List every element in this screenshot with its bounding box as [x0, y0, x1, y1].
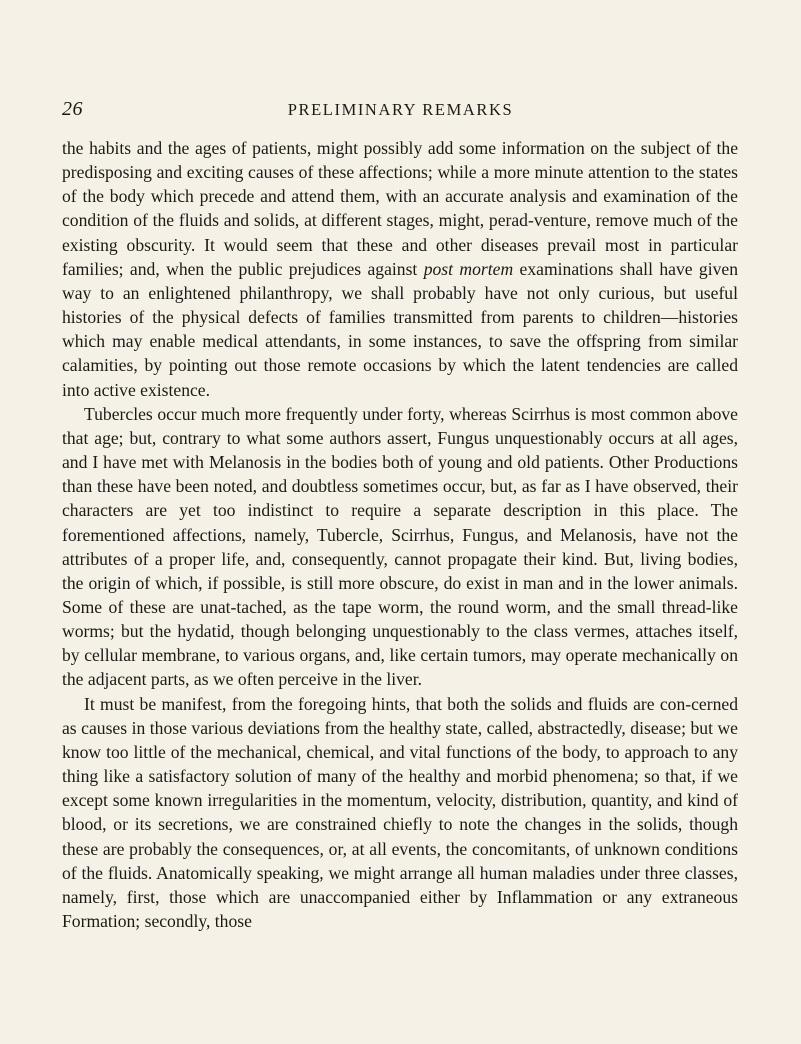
- paragraph-2: Tubercles occur much more frequently under forty, whereas Scirrhus is most common above that age; but, contrary to what some authors assert, Fungus unquestionably occurs at all ages, and I have met with Melanosis in the bodies both of young and old patients. Other Productions than these have been noted, and doubtless sometimes occur, but, as far as I have observed, their characters are yet too indistinct to require a separate description in this place. The forementioned affections, namely, Tubercle, Scirrhus, Fungus, and Melanosis, have not the attributes of a proper life, and, consequently, cannot propagate their kind. But, living bodies, the origin of which, if possible, is still more obscure, do exist in man and in the lower animals. Some of these are unat-tached, as the tape worm, the round worm, and the small thread-like worms; but the hydatid, though belonging unquestionably to the class vermes, attaches itself, by cellular membrane, to various organs, and, like certain tumors, may operate mechanically on the adjacent parts, as we often perceive in the liver.: [62, 403, 738, 690]
- page-number: 26: [62, 98, 83, 120]
- running-title: PRELIMINARY REMARKS: [287, 100, 514, 119]
- italic-post-mortem: post mortem: [423, 258, 514, 279]
- paragraph-1-part-a: the habits and the ages of patients, might possibly add some information on the subject of the predisposing and exciting causes of these affections; while a more minute attention to the states of the body which precede and attend them, with an accurate analysis and examination of the condition of the fluids and solids, at different stages, might, perad-venture, remove much of the existing obscurity. It would seem that these and other diseases prevail most in particular families; and, when the public prejudices against: [62, 138, 738, 279]
- paragraph-1: [62, 136, 738, 402]
- paragraph-1-part-b: examinations shall have given way to an enlightened philanthropy, we shall probably have not only curious, but useful histories of the physical defects of families transmitted from parents to children—histories which may enable medical attendants, in some instances, to save the offspring from similar calamities, by pointing out those remote occasions by which the latent tendencies are called into active existence.: [62, 258, 739, 400]
- body-text: [62, 136, 738, 933]
- running-head: [62, 98, 739, 122]
- paragraph-3: It must be manifest, from the foregoing hints, that both the solids and fluids are con-cerned as causes in those various deviations from the healthy state, called, abstractedly, disease; but we know too little of the mechanical, chemical, and vital functions of the body, to approach to any thing like a satisfactory solution of many of the healthy and morbid phenomena; so that, if we except some known irregularities in the momentum, velocity, distribution, quantity, and kind of blood, or its secretions, we are constrained chiefly to note the changes in the solids, though these are probably the consequences, or, at all events, the concomitants, of unknown conditions of the fluids. Anatomically speaking, we might arrange all human maladies under three classes, namely, first, those which are unaccompanied either by Inflammation or any extraneous Formation; secondly, those: [62, 693, 738, 931]
